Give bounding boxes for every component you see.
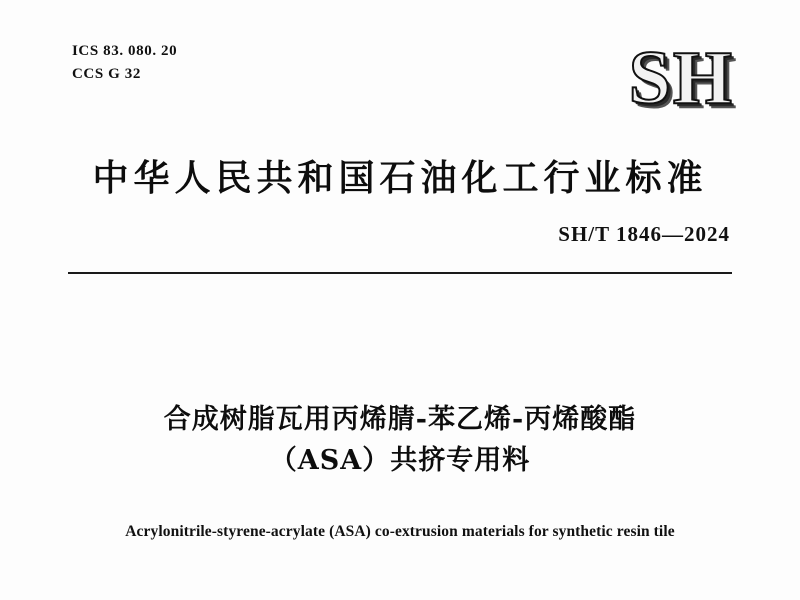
- standard-number: SH/T 1846—2024: [558, 222, 730, 246]
- document-title-english: Acrylonitrile-styrene-acrylate (ASA) co-extrusion materials for synthetic resin tile: [125, 523, 675, 540]
- document-title-chinese: [70, 400, 730, 481]
- classification-codes: [72, 40, 177, 87]
- horizontal-rule: [68, 272, 732, 274]
- document-title-line-1: 合成树脂瓦用丙烯腈-苯乙烯-丙烯酸酯: [163, 404, 637, 435]
- ccs-code: CCS G 32: [72, 66, 141, 83]
- ics-code: ICS 83. 080. 20: [72, 43, 178, 59]
- standard-title-chinese: 中华人民共和国石油化工行业标准: [92, 157, 708, 199]
- document-title-line-2: （ASA）共挤专用料: [269, 444, 531, 476]
- sh-emblem: SH: [628, 36, 734, 120]
